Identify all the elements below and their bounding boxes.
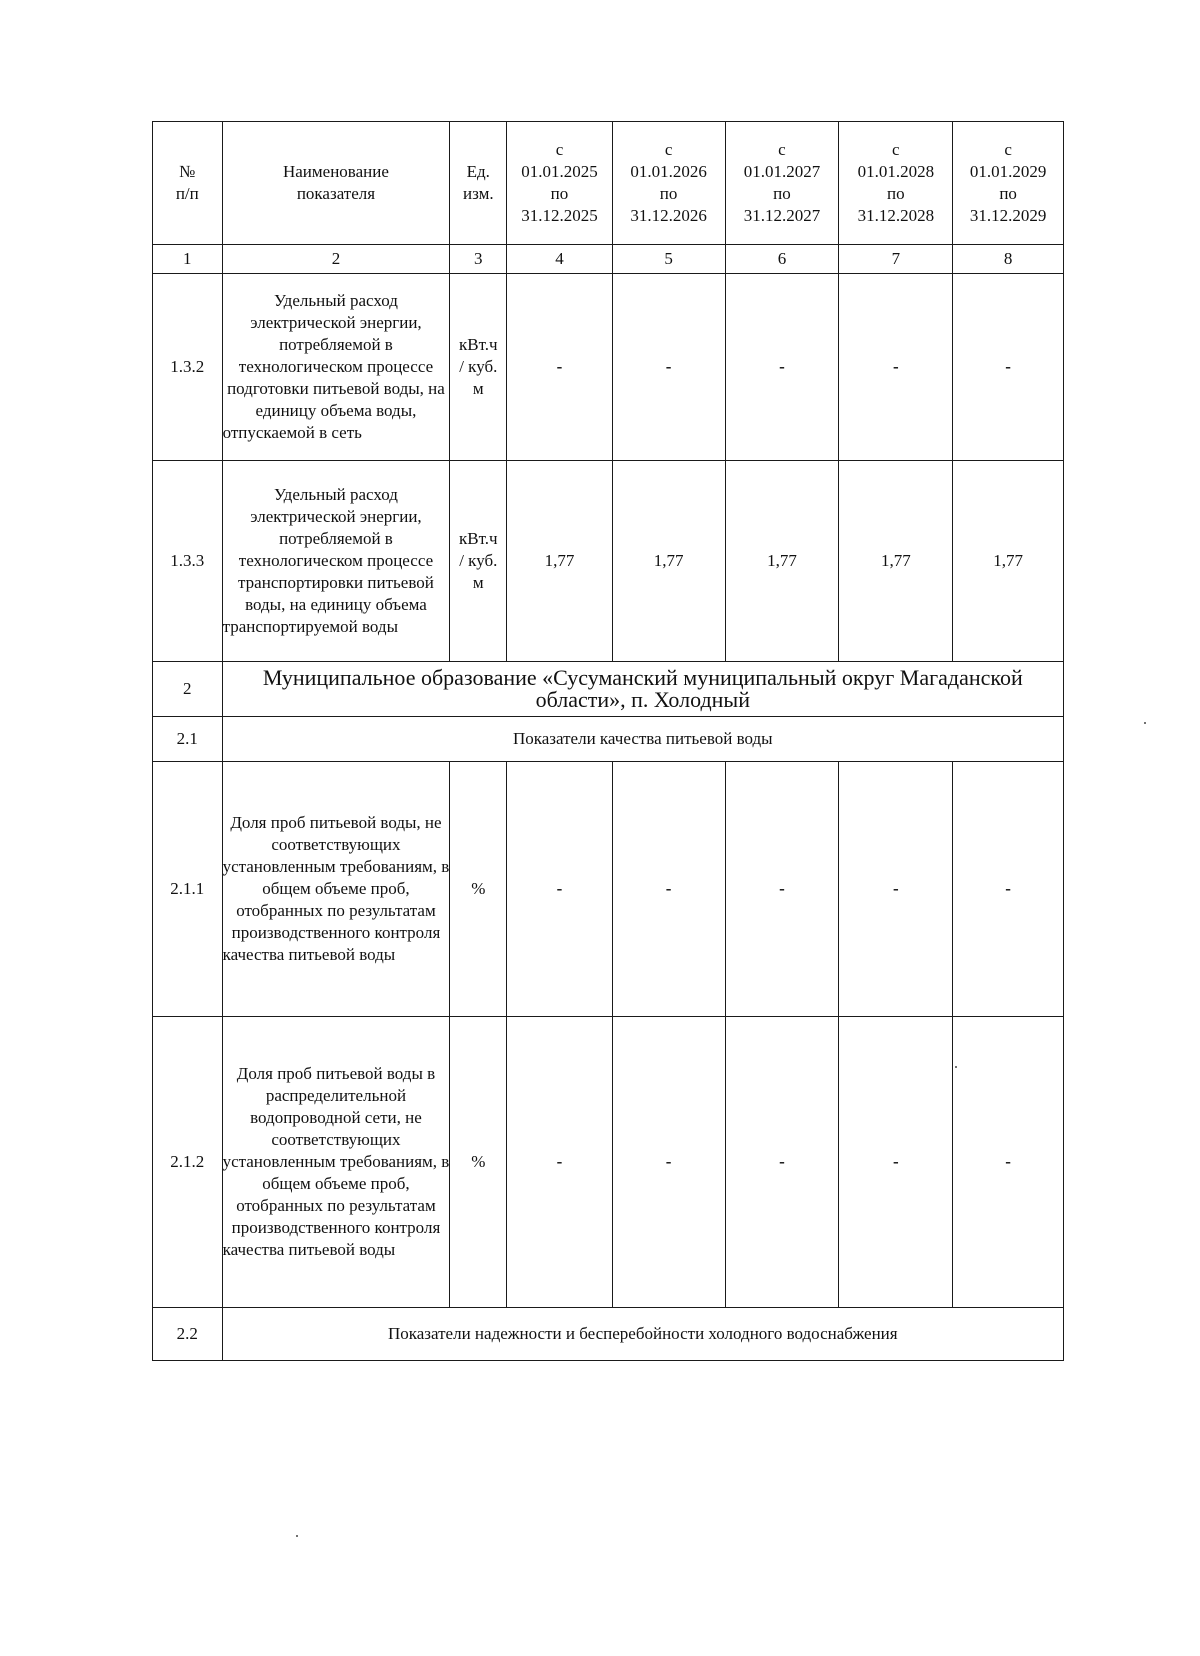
row-num: 2.1.1 <box>153 762 223 1017</box>
section-num: 2 <box>153 662 223 717</box>
row-value: 1,77 <box>507 461 612 662</box>
header-name: Наименование показателя <box>222 122 450 245</box>
row-value: 1,77 <box>953 461 1064 662</box>
scan-speck <box>296 1535 298 1537</box>
column-index: 1 <box>153 245 223 274</box>
scan-speck <box>955 1066 957 1068</box>
column-index: 3 <box>450 245 507 274</box>
row-num: 1.3.2 <box>153 274 223 461</box>
row-value: - <box>953 762 1064 1017</box>
column-index: 4 <box>507 245 612 274</box>
header-unit: Ед. изм. <box>450 122 507 245</box>
subsection-num: 2.2 <box>153 1308 223 1361</box>
row-value: - <box>839 1017 953 1308</box>
column-index: 2 <box>222 245 450 274</box>
table-row <box>153 274 1064 461</box>
row-value: - <box>612 762 725 1017</box>
row-value: - <box>725 1017 839 1308</box>
row-unit: кВт.ч / куб. м <box>450 274 507 461</box>
row-unit: % <box>450 1017 507 1308</box>
row-num: 1.3.3 <box>153 461 223 662</box>
header-period-2028: с 01.01.2028 по 31.12.2028 <box>839 122 953 245</box>
column-index: 5 <box>612 245 725 274</box>
row-value: - <box>507 274 612 461</box>
row-name: Удельный расход электрической энергии, потребляемой в технологическом процессе транспортировки питьевой воды, на единицу объема транспортируемой воды <box>222 461 450 662</box>
row-name: Доля проб питьевой воды в распределительной водопроводной сети, не соответствующих установленным требованиям, в общем объеме проб, отобранных по результатам производственного контроля качества питьевой воды <box>222 1017 450 1308</box>
row-value: - <box>839 762 953 1017</box>
subsection-title: Показатели качества питьевой воды <box>222 717 1063 762</box>
header-period-2026: с 01.01.2026 по 31.12.2026 <box>612 122 725 245</box>
header-period-2027: с 01.01.2027 по 31.12.2027 <box>725 122 839 245</box>
row-value: - <box>612 1017 725 1308</box>
row-value: 1,77 <box>839 461 953 662</box>
scan-speck <box>1144 722 1146 724</box>
header-period-2025: с 01.01.2025 по 31.12.2025 <box>507 122 612 245</box>
row-unit: кВт.ч / куб. м <box>450 461 507 662</box>
row-num: 2.1.2 <box>153 1017 223 1308</box>
column-index: 6 <box>725 245 839 274</box>
indicator-table <box>152 121 1064 1361</box>
row-value: - <box>507 1017 612 1308</box>
subsection-row <box>153 717 1064 762</box>
row-value: 1,77 <box>612 461 725 662</box>
row-name: Удельный расход электрической энергии, потребляемой в технологическом процессе подготовки питьевой воды, на единицу объема воды, отпускаемой в сеть <box>222 274 450 461</box>
table-row <box>153 762 1064 1017</box>
table-header-row <box>153 122 1064 245</box>
header-num: № п/п <box>153 122 223 245</box>
table-row <box>153 461 1064 662</box>
table-row <box>153 1017 1064 1308</box>
subsection-title: Показатели надежности и бесперебойности холодного водоснабжения <box>222 1308 1063 1361</box>
column-index: 7 <box>839 245 953 274</box>
row-value: - <box>612 274 725 461</box>
subsection-num: 2.1 <box>153 717 223 762</box>
indicator-table-page <box>152 121 1064 1361</box>
row-value: - <box>953 1017 1064 1308</box>
column-index-row <box>153 245 1064 274</box>
row-value: - <box>725 762 839 1017</box>
row-value: - <box>725 274 839 461</box>
row-unit: % <box>450 762 507 1017</box>
column-index: 8 <box>953 245 1064 274</box>
section-title: Муниципальное образование «Сусуманский муниципальный округ Магаданской области», п. Холодный <box>222 662 1063 717</box>
subsection-row <box>153 1308 1064 1361</box>
section-row <box>153 662 1064 717</box>
row-value: - <box>839 274 953 461</box>
header-period-2029: с 01.01.2029 по 31.12.2029 <box>953 122 1064 245</box>
row-name: Доля проб питьевой воды, не соответствующих установленным требованиям, в общем объеме проб, отобранных по результатам производственного контроля качества питьевой воды <box>222 762 450 1017</box>
row-value: - <box>953 274 1064 461</box>
row-value: 1,77 <box>725 461 839 662</box>
row-value: - <box>507 762 612 1017</box>
